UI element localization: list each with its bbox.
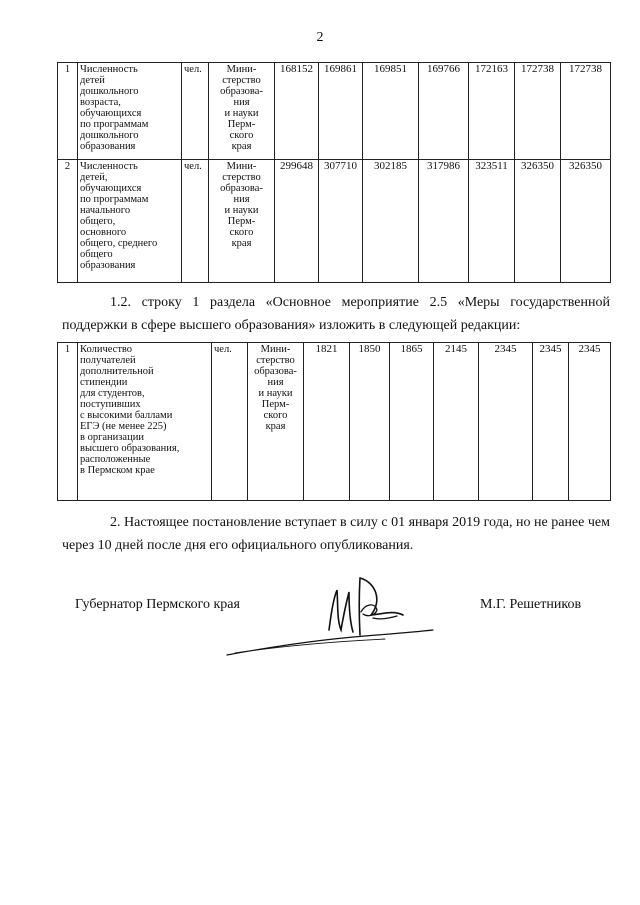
value-cell: 323511 (469, 160, 515, 283)
value-cell: 326350 (515, 160, 561, 283)
indicators-table-2 (57, 342, 611, 501)
table-row (58, 343, 611, 501)
executor-cell: Мини- стерство образова- ния и науки Перм- ского края (209, 160, 275, 283)
executor-cell: Мини- стерство образова- ния и науки Перм- ского края (248, 343, 304, 501)
effective-date-paragraph: 2. Настоящее постановление вступает в силу с 01 января 2019 года, но не ранее чем через 10 дней после дня его официального опубликования. (62, 515, 610, 553)
unit-cell: чел. (212, 343, 248, 501)
value-cell: 172738 (561, 63, 611, 160)
unit-cell: чел. (182, 160, 209, 283)
value-cell: 317986 (419, 160, 469, 283)
value-cell: 326350 (561, 160, 611, 283)
row-number: 1 (58, 63, 78, 160)
amendment-paragraph: 1.2. строку 1 раздела «Основное мероприятие 2.5 «Меры государственной поддержки в сфере высшего образования» изложить в следующей редакции: (62, 295, 610, 333)
row-number: 2 (58, 160, 78, 283)
value-cell: 1865 (390, 343, 434, 501)
value-cell: 2345 (533, 343, 569, 501)
value-cell: 1821 (304, 343, 350, 501)
value-cell: 2345 (479, 343, 533, 501)
value-cell: 1850 (350, 343, 390, 501)
row-number: 1 (58, 343, 78, 501)
indicator-name: Численность детей, обучающихся по программам начального общего, основного общего, среднего общего образования (78, 160, 182, 283)
signatory-title: Губернатор Пермского края (75, 597, 240, 612)
value-cell: 299648 (275, 160, 319, 283)
table-row (58, 160, 611, 283)
value-cell: 169861 (319, 63, 363, 160)
indicators-table-1 (57, 62, 611, 283)
value-cell: 2345 (569, 343, 611, 501)
value-cell: 172163 (469, 63, 515, 160)
unit-cell: чел. (182, 63, 209, 160)
value-cell: 307710 (319, 160, 363, 283)
value-cell: 172738 (515, 63, 561, 160)
indicator-name: Количество получателей дополнительной стипендии для студентов, поступивших с высокими баллами ЕГЭ (не менее 225) в организации высшего образования, расположенные в Пермском крае (78, 343, 212, 501)
signatory-name: М.Г. Решетников (480, 597, 582, 612)
value-cell: 168152 (275, 63, 319, 160)
page-number: 2 (316, 30, 324, 45)
value-cell: 169851 (363, 63, 419, 160)
value-cell: 169766 (419, 63, 469, 160)
executor-cell: Мини- стерство образова- ния и науки Перм- ского края (209, 63, 275, 160)
indicator-name: Численность детей дошкольного возраста, обучающихся по программам дошкольного образования (78, 63, 182, 160)
value-cell: 2145 (434, 343, 479, 501)
table-row (58, 63, 611, 160)
handwritten-signature (225, 560, 435, 660)
value-cell: 302185 (363, 160, 419, 283)
